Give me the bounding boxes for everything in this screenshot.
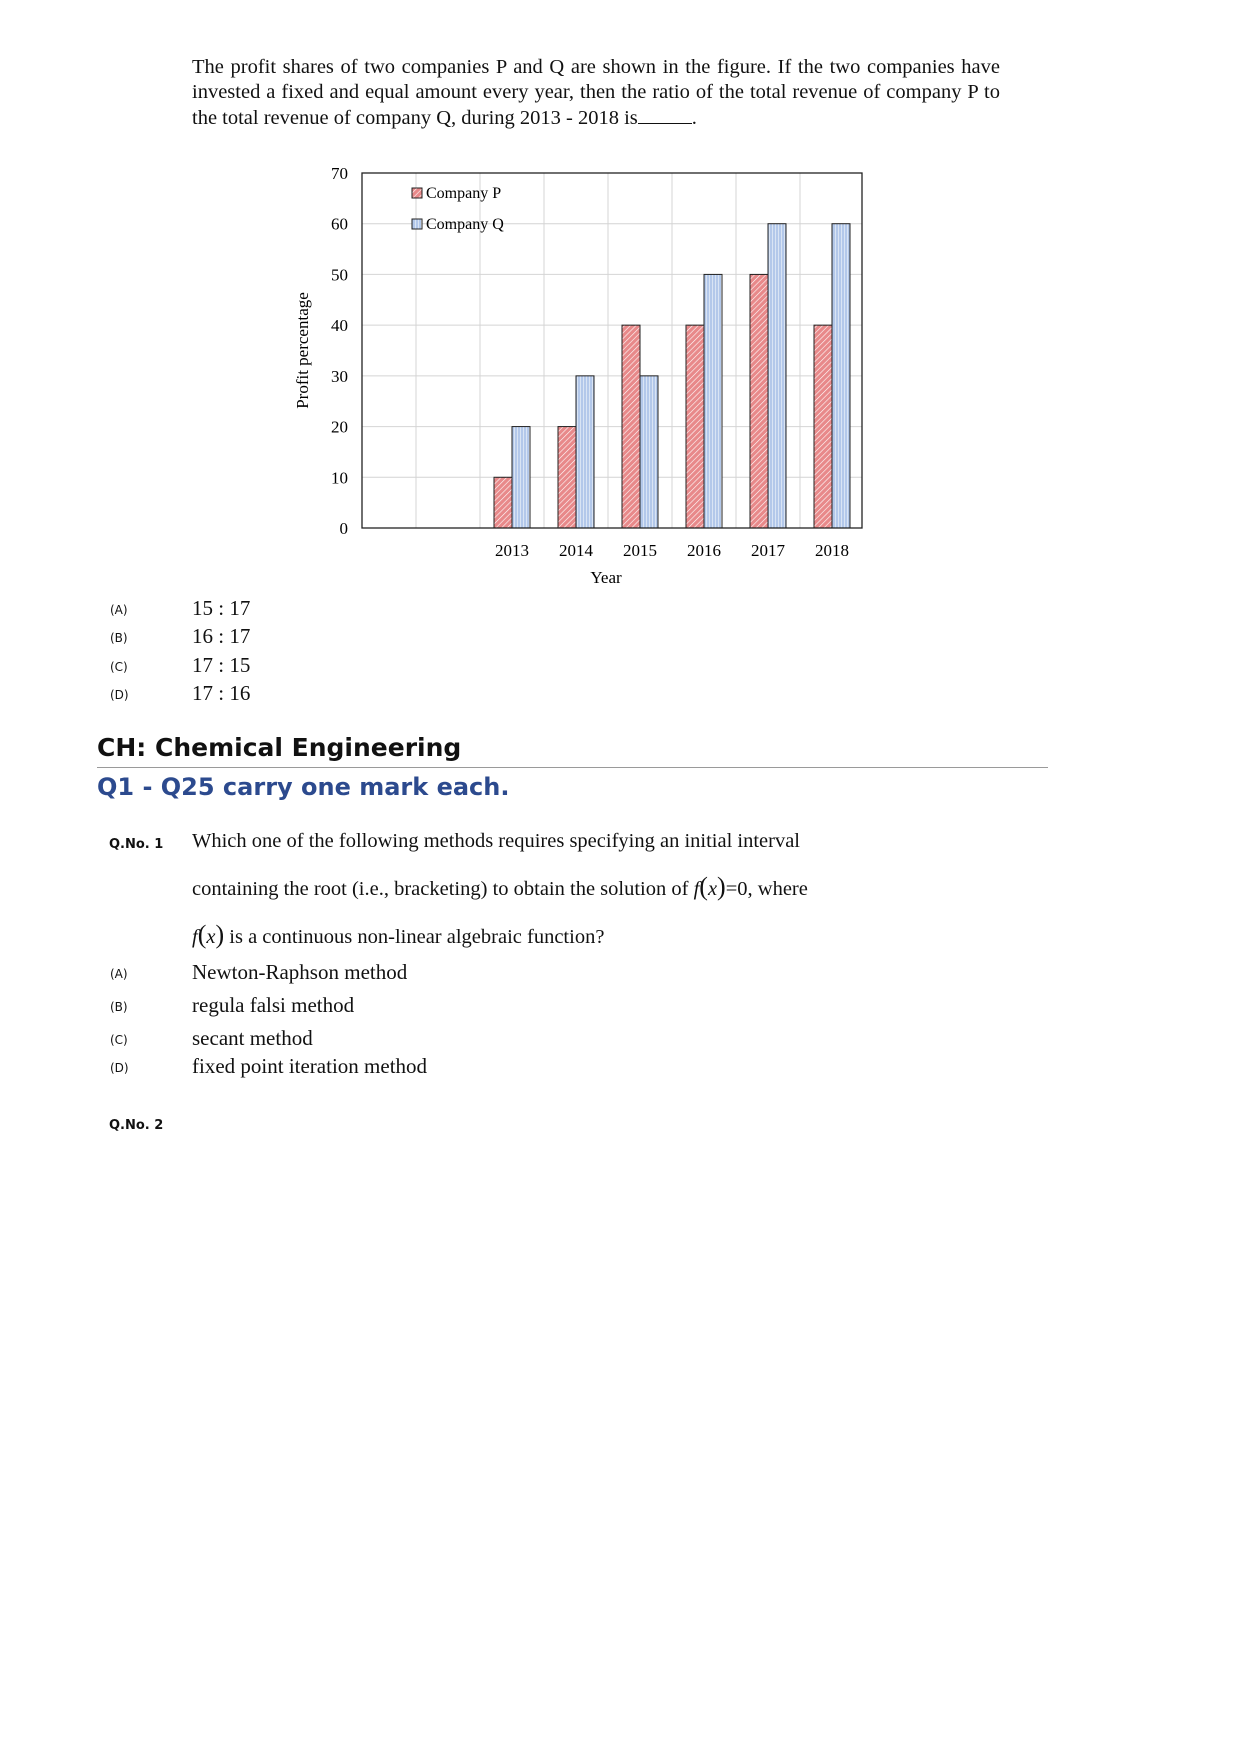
legend-swatch-company-q (412, 219, 422, 229)
function-notation: f(x) (693, 872, 726, 901)
intro-question (192, 55, 1000, 131)
legend-swatch-company-p (412, 188, 422, 198)
x-tick-label: 2018 (815, 541, 849, 560)
function-notation-2: f(x) (192, 920, 225, 949)
y-tick-label: 0 (339, 519, 348, 538)
q1-option-d-label: (D) (110, 1061, 129, 1075)
y-tick-label: 50 (331, 265, 348, 285)
x-axis-label: Year (590, 568, 622, 587)
y-tick-label: 60 (331, 214, 348, 234)
question-1-line-3-text: is a continuous non-linear algebraic function? (229, 926, 605, 948)
question-1-line-1: Which one of the following methods requires specifying an initial interval (192, 830, 801, 852)
x-tick-label: 2015 (623, 541, 657, 560)
q1-option-b-label: (B) (110, 1000, 128, 1014)
chart-legend (412, 185, 504, 233)
intro-option-c-text[interactable]: 17 : 15 (192, 653, 251, 677)
q1-option-d-text[interactable]: fixed point iteration method (192, 1054, 428, 1078)
function-f-2: f (192, 926, 198, 948)
x-tick-label: 2016 (687, 541, 721, 560)
intro-option-d-text[interactable]: 17 : 16 (192, 681, 251, 705)
y-tick-label: 70 (331, 164, 348, 183)
q1-option-b-text[interactable]: regula falsi method (192, 993, 355, 1017)
section-divider (97, 767, 1048, 768)
answer-blank (638, 105, 692, 124)
question-1-line-2 (192, 872, 808, 902)
bar-company-p-2015 (622, 325, 640, 528)
legend-label-company-p: Company P (426, 185, 502, 202)
question-1-line-3 (192, 920, 604, 950)
section-title: CH: Chemical Engineering (97, 733, 462, 762)
section-subtitle: Q1 - Q25 carry one mark each. (97, 773, 510, 801)
profit-bar-chart (280, 155, 900, 595)
question-1-line-2-text: containing the root (i.e., bracketing) to obtain the solution of (192, 878, 689, 900)
bar-company-q-2013 (512, 427, 530, 528)
intro-option-a-text[interactable]: 15 : 17 (192, 596, 251, 620)
function-x-2: x (206, 926, 216, 948)
question-2-number: Q.No. 2 (109, 1118, 164, 1133)
y-tick-label: 30 (331, 366, 348, 386)
y-tick-label: 40 (331, 316, 348, 336)
x-tick-label: 2014 (559, 541, 593, 560)
legend-label-company-q: Company Q (426, 216, 504, 233)
q1-option-a-label: (A) (110, 967, 128, 981)
bar-company-q-2014 (576, 376, 594, 528)
bar-company-p-2014 (558, 427, 576, 528)
q1-option-c-label: (C) (110, 1033, 128, 1047)
bar-company-p-2017 (750, 274, 768, 528)
question-1-line-2-end: , where (747, 878, 808, 900)
bar-company-p-2018 (814, 325, 832, 528)
x-tick-label: 2013 (495, 541, 529, 560)
intro-question-text: The profit shares of two companies P and Q are shown in the figure. If the two companies have invested a fixed and equal amount every year, then the ratio of the total revenue of company P to the total revenue of company Q, during 2013 - 2018 is (192, 56, 1000, 129)
bar-company-q-2015 (640, 376, 658, 528)
question-1-number: Q.No. 1 (109, 837, 164, 852)
bar-company-q-2018 (832, 224, 850, 528)
equals-zero: =0 (725, 878, 748, 900)
q1-option-c-text[interactable]: secant method (192, 1026, 313, 1050)
intro-option-b-label: (B) (110, 631, 128, 645)
x-tick-label: 2017 (751, 541, 785, 560)
intro-option-c-label: (C) (110, 660, 128, 674)
y-tick-label: 20 (331, 417, 348, 437)
bar-company-p-2013 (494, 477, 512, 528)
q1-option-a-text[interactable]: Newton-Raphson method (192, 960, 408, 984)
bar-company-p-2016 (686, 325, 704, 528)
bar-company-q-2017 (768, 224, 786, 528)
intro-option-b-text[interactable]: 16 : 17 (192, 624, 251, 648)
intro-option-a-label: (A) (110, 603, 128, 617)
intro-question-end: . (691, 107, 697, 129)
function-x: x (707, 878, 718, 900)
function-f: f (693, 878, 700, 900)
y-axis-label: Profit percentage (293, 292, 312, 409)
intro-option-d-label: (D) (110, 688, 129, 702)
bar-company-q-2016 (704, 274, 722, 528)
y-tick-label: 10 (331, 468, 348, 488)
